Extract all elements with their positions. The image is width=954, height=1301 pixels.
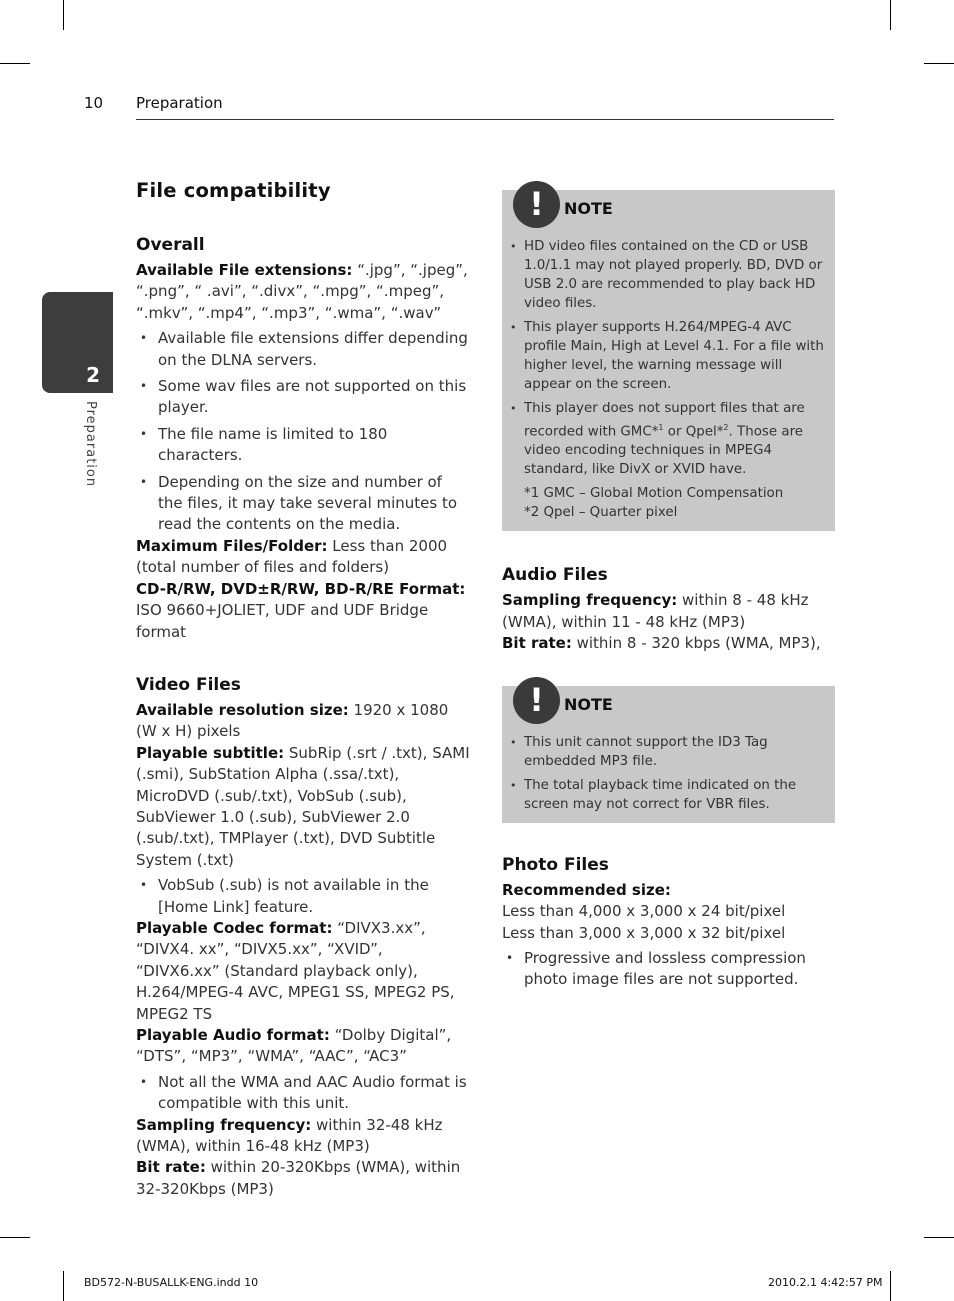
list-item: • This unit cannot support the ID3 Tag embedded MP3 file.: [510, 733, 828, 771]
field-label: Playable Audio format:: [136, 1026, 330, 1044]
field-label: Playable subtitle:: [136, 743, 285, 762]
note-text: This player does not support files that are recorded with GMC*: [524, 401, 805, 440]
field-label: Bit rate:: [502, 634, 572, 653]
resolution: [136, 700, 470, 743]
recommended-size-label: Recommended size:: [502, 880, 671, 899]
exclamation-icon: !: [513, 677, 560, 724]
file-extensions: [136, 260, 470, 324]
field-label: Maximum Files/Folder:: [136, 536, 328, 555]
note-box: [502, 680, 835, 823]
list-item: • Depending on the size and number of the files, it may take several minutes to read the contents on the media.: [136, 472, 470, 536]
field-label: Bit rate:: [136, 1158, 206, 1177]
note-text: . Those are video encoding techniques in MPEG4 standard, like DivX or XVID have.: [524, 424, 804, 478]
chapter-label: Preparation: [83, 401, 98, 488]
field-value: “Dolby Digital”, “DTS”, “MP3”, “WMA”, “AAC”, “AC3”: [136, 1026, 452, 1066]
footer-timestamp: 2010.2.1 4:42:57 PM: [768, 1276, 883, 1289]
note-title: NOTE: [564, 694, 613, 714]
page-title: File compatibility: [136, 179, 331, 202]
right-column: [502, 185, 835, 996]
subtitle: [136, 743, 470, 871]
field-label: Sampling frequency:: [136, 1115, 312, 1134]
note-bullets: [510, 733, 828, 814]
list-item: • VobSub (.sub) is not available in the [Home Link] feature.: [136, 875, 470, 918]
field-value: within 8 - 48 kHz (WMA), within 11 - 48 kHz (MP3): [502, 591, 809, 631]
field-value: 1920 x 1080 (W x H) pixels: [136, 700, 449, 741]
crop-mark: [0, 63, 30, 64]
footnote: *1 GMC – Global Motion Compensation: [524, 486, 784, 502]
list-item: • Progressive and lossless compression photo image files are not supported.: [502, 948, 835, 991]
codec: [136, 918, 470, 1025]
list-item: • The total playback time indicated on the screen may not correct for VBR files.: [510, 776, 828, 814]
section-heading-audio: Audio Files: [502, 565, 608, 586]
note-title: NOTE: [564, 199, 613, 218]
page-number: 10: [84, 94, 104, 112]
list-item: • The file name is limited to 180 characters.: [136, 424, 470, 467]
format-value: ISO 9660+JOLIET, UDF and UDF Bridge format: [136, 601, 429, 641]
overall-bullets: [136, 328, 470, 536]
field-value: “.jpg”, “.jpeg”, “.png”, “ .avi”, “.divx”, “.mpg”, “.mpeg”, “.mkv”, “.mp4”, “.mp3”, “.wma”, “.wav”: [136, 261, 468, 322]
field-label: Sampling frequency:: [502, 591, 678, 610]
field-label: Playable Codec format:: [136, 918, 333, 937]
crop-mark: [890, 1271, 891, 1301]
crop-mark: [0, 1237, 30, 1238]
footnote: *2 Qpel – Quarter pixel: [524, 505, 678, 521]
chapter-tab: [42, 292, 113, 393]
list-item: • This player supports H.264/MPEG-4 AVC profile Main, High at Level 4.1. For a file with higher level, the warning message will appear on the screen.: [510, 318, 828, 394]
field-value: Less than 2000 (total number of files and folders): [136, 536, 448, 577]
field-label: Available resolution size:: [136, 700, 349, 719]
crop-mark: [924, 1237, 954, 1238]
size-line: Less than 3,000 x 3,000 x 32 bit/pixel: [502, 923, 786, 942]
section-heading-video: Video Files: [136, 674, 241, 695]
list-item: [510, 399, 828, 479]
format-label: CD-R/RW, DVD±R/RW, BD-R/RE Format:: [136, 579, 466, 598]
field-label: Available File extensions:: [136, 261, 353, 279]
field-value: within 20-320Kbps (WMA), within 32-320Kbps (MP3): [136, 1158, 461, 1198]
note-bullets: [510, 237, 828, 479]
left-column: [136, 178, 470, 1200]
section-heading-photo: Photo Files: [502, 854, 609, 875]
subtitle-bullets: [136, 875, 470, 918]
list-item: • HD video files contained on the CD or USB 1.0/1.1 may not played properly. BD, DVD or USB 2.0 are recommended to play back HD video files.: [510, 237, 828, 313]
crop-mark: [63, 1271, 64, 1301]
note-box: [502, 185, 835, 531]
footnote-ref: 2: [723, 423, 729, 432]
video-bit-rate: [136, 1157, 470, 1200]
field-value: “DIVX3.xx”, “DIVX4. xx”, “DIVX5.xx”, “XVID”, “DIVX6.xx” (Standard playback only), H.264/MPEG-4 AVC, MPEG1 SS, MPEG2 PS, MPEG2 TS: [136, 918, 455, 1023]
chapter-number: 2: [86, 363, 100, 387]
audio-format-bullets: [136, 1072, 470, 1115]
running-header: Preparation: [136, 94, 223, 112]
list-item: • Available file extensions differ depending on the DLNA servers.: [136, 328, 470, 371]
footer-filename: BD572-N-BUSALLK-ENG.indd 10: [84, 1276, 259, 1289]
field-value: within 32-48 kHz (WMA), within 16-48 kHz (MP3): [136, 1115, 443, 1156]
list-item: • Some wav files are not supported on this player.: [136, 376, 470, 419]
video-sampling-frequency: [136, 1115, 470, 1158]
audio-format: [136, 1025, 470, 1068]
note-text: or Qpel*: [663, 424, 724, 440]
exclamation-icon: !: [513, 181, 560, 228]
section-heading-overall: Overall: [136, 235, 205, 255]
max-files: [136, 536, 470, 579]
audio-sampling-frequency: [502, 590, 835, 633]
crop-mark: [890, 0, 891, 30]
list-item: • Not all the WMA and AAC Audio format is compatible with this unit.: [136, 1072, 470, 1115]
audio-bit-rate: [502, 633, 835, 654]
field-value: SubRip (.srt / .txt), SAMI (.smi), SubStation Alpha (.ssa/.txt), MicroDVD (.sub/.txt), VobSub (.sub), SubViewer 1.0 (.sub), SubViewer 2.0 (.sub/.txt), TMPlayer (.txt), DVD Subtitle System (.txt): [136, 743, 470, 869]
photo-bullets: [502, 948, 835, 991]
field-value: within 8 - 320 kbps (WMA, MP3),: [571, 634, 821, 653]
header-divider: [136, 119, 834, 120]
footnote-ref: 1: [658, 423, 664, 432]
crop-mark: [63, 0, 64, 30]
size-line: Less than 4,000 x 3,000 x 24 bit/pixel: [502, 902, 786, 921]
crop-mark: [924, 63, 954, 64]
